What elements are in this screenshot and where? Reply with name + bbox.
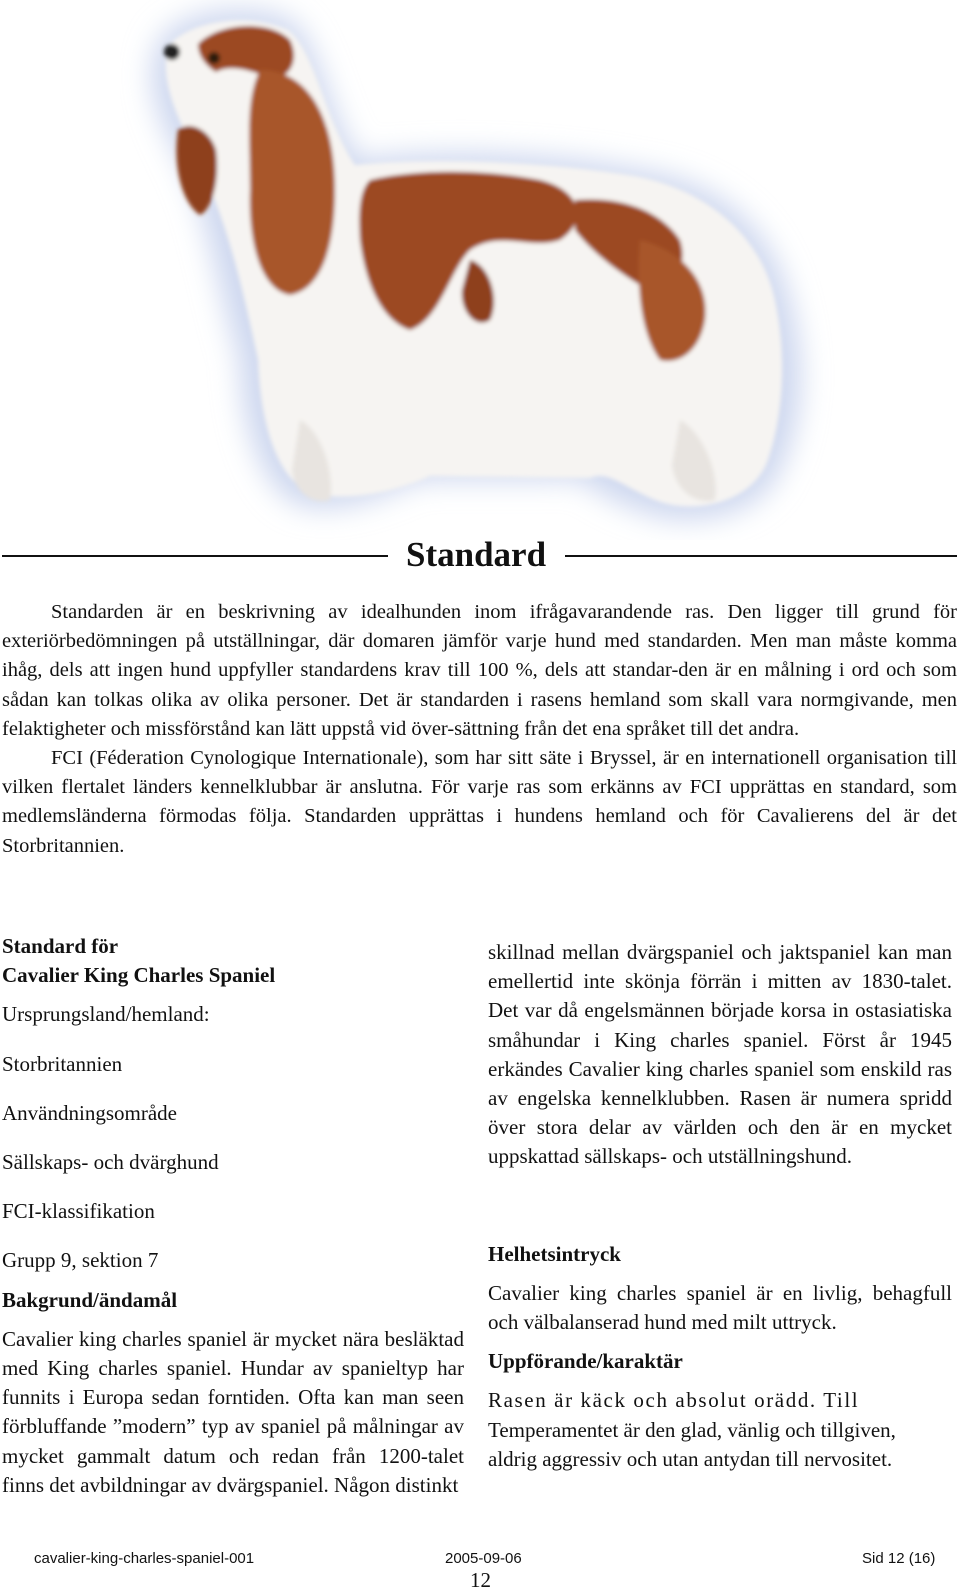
- temperament-text: [488, 1386, 952, 1474]
- origin-value: Storbritannien: [2, 1051, 123, 1076]
- usage-label: Användningsområde: [2, 1100, 177, 1125]
- usage-value: Sällskaps- och dvärghund: [2, 1150, 219, 1175]
- intro-paragraph: Standarden är en beskrivning av idealhunden inom ifrågavarandende ras. Den ligger till grund för exteriörbedömningen på utställningar, där domaren jämför varje hund med standarden. Men man måste komma ihåg, dels att ingen hund uppfyller standardens krav till 100 %, dels att standar-den är en målning i ord och som sådan kan tolkas olika av olika personer. Det är standarden i rasens hemland som skall vara normgivande, men felaktigheter och missförstånd kan lätt uppstå vid över-sättning från det ena språket till det andra.: [2, 601, 957, 740]
- background-heading: Bakgrund/ändamål: [2, 1287, 178, 1312]
- dog-photo: [120, 0, 840, 540]
- fci-label: FCI-klassifikation: [2, 1199, 155, 1224]
- page-title: Standard: [406, 535, 547, 574]
- right-column: [488, 938, 952, 1474]
- left-column: [2, 932, 464, 1500]
- page-number: 12: [470, 1568, 491, 1592]
- background-continued-text: skillnad mellan dvärgspaniel och jaktspaniel kan man emellertid inte skönja förrän i mitten av 1830-talet. Det var då engelsmännen började korsa in ostasiatiska småhundar i King charles spaniel. Först år 1945 erkändes Cavalier king charles spaniel som enskild ras av engelska kennelklubben. Rasen är numera spridd över stora delar av världen och den är en mycket uppskattad sällskaps- och utställningshund.: [488, 940, 952, 1169]
- intro-text: [2, 598, 957, 861]
- standard-heading: [2, 932, 464, 990]
- temperament-heading: Uppförande/karaktär: [488, 1349, 683, 1374]
- footer-date: 2005-09-06: [445, 1550, 522, 1567]
- title-row: [0, 533, 960, 577]
- footer-doc-id: cavalier-king-charles-spaniel-001: [34, 1550, 255, 1567]
- background-text: Cavalier king charles spaniel är mycket nära besläktad med King charles spaniel. Hundar av spanieltyp har funnits i Europa sedan forntiden. Ofta kan man seen förbluffande ”modern” typ av spaniel på målningar av mycket gammalt datum och redan från 1200-talet finns det avbildningar av dvärgspaniel. Någon distinkt: [2, 1326, 464, 1497]
- general-text: Cavalier king charles spaniel är en livlig, behagfull och välbalanserad hund med milt uttryck.: [488, 1280, 952, 1335]
- intro-paragraph: FCI (Féderation Cynologique Internationale), som har sitt säte i Bryssel, är en internationell organisation till vilken flertalet länders kennelklubbar är anslutna. För varje ras som erkänns av FCI upprättas en standard, som medlemsländerna förmodas följa. Standarden upprättas i hundens hemland och för Cavalierens del är det Storbritannien.: [2, 747, 957, 857]
- fci-value: Grupp 9, sektion 7: [2, 1248, 159, 1273]
- temperament-line: Rasen är käck och absolut orädd. Till: [488, 1388, 860, 1413]
- standard-heading-line: Standard för: [2, 934, 119, 958]
- origin-label: Ursprungsland/hemland:: [2, 1002, 210, 1027]
- title-rule-left: [2, 555, 388, 557]
- standard-heading-line: Cavalier King Charles Spaniel: [2, 963, 276, 988]
- title-rule-right: [565, 555, 957, 557]
- temperament-line: aldrig aggressiv och utan antydan till nervositet.: [488, 1446, 893, 1471]
- footer-page: Sid 12 (16): [862, 1550, 936, 1567]
- general-heading: Helhetsintryck: [488, 1241, 621, 1266]
- temperament-line: Temperamentet är den glad, vänlig och tillgiven,: [488, 1417, 896, 1442]
